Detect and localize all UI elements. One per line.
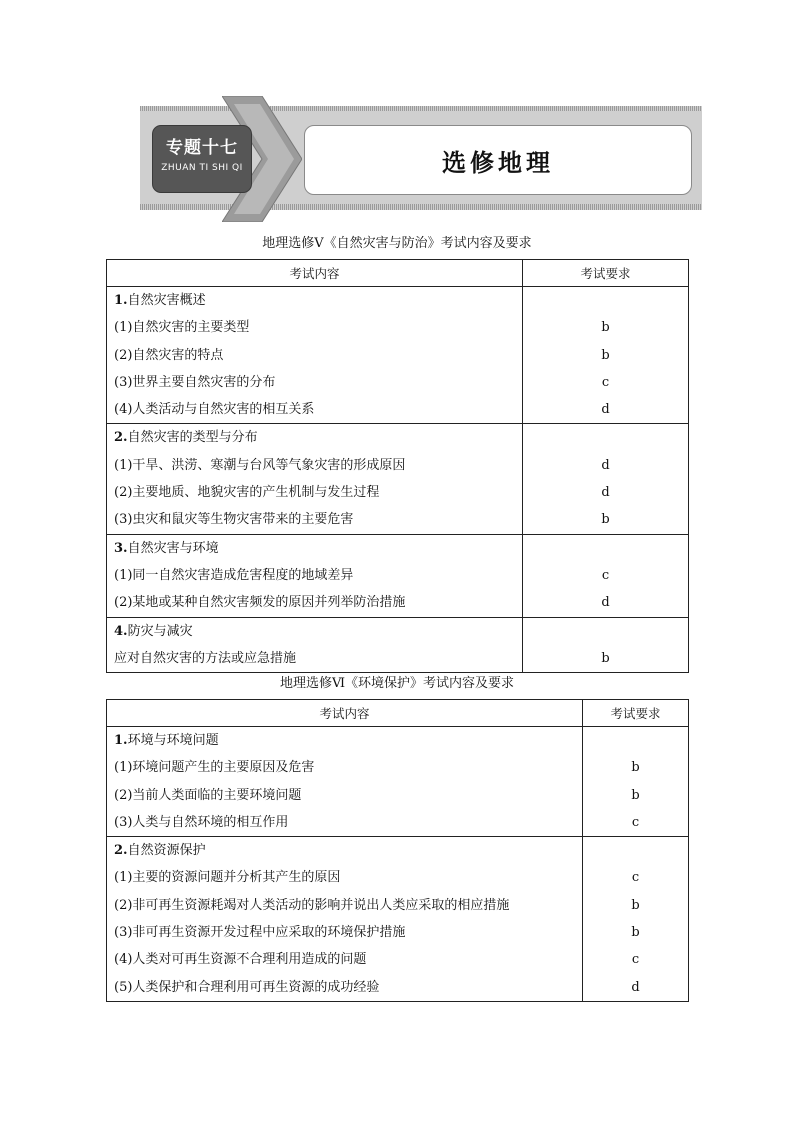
badge-chinese: 专题十七: [166, 138, 238, 158]
list-item: (3)人类与自然环境的相互作用: [114, 814, 289, 830]
list-item: (3)世界主要自然灾害的分布: [114, 374, 276, 390]
requirement-level: b: [631, 897, 640, 913]
list-item: (3)虫灾和鼠灾等生物灾害带来的主要危害: [114, 512, 354, 528]
section-title: 2.自然资源保护: [114, 843, 206, 859]
list-item: (1)自然灾害的主要类型: [114, 320, 250, 336]
list-item: (1)主要的资源问题并分析其产生的原因: [114, 870, 341, 886]
requirement-level: d: [601, 402, 610, 418]
list-item: (4)人类活动与自然灾害的相互关系: [114, 402, 315, 418]
requirement-level: b: [631, 760, 640, 776]
requirement-level: c: [601, 567, 610, 583]
badge-pinyin: ZHUAN TI SHI QI: [161, 163, 243, 173]
table1-header-requirement: 考试要求: [523, 260, 689, 287]
table1: [106, 259, 689, 673]
table1-section-1: [107, 287, 689, 424]
table1-section-3: [107, 534, 689, 617]
requirement-level: b: [631, 787, 640, 803]
list-item: 应对自然灾害的方法或应急措施: [114, 650, 297, 666]
requirement-level: c: [631, 952, 640, 968]
requirement-level: d: [601, 485, 610, 501]
requirement-level: d: [631, 979, 640, 995]
section-title: 2.自然灾害的类型与分布: [114, 430, 258, 446]
list-item: (4)人类对可再生资源不合理利用造成的问题: [114, 952, 367, 968]
table1-caption: 地理选修Ⅴ《自然灾害与防治》考试内容及要求: [262, 236, 532, 251]
chapter-title: 选修地理: [442, 148, 554, 177]
requirement-level: b: [601, 512, 610, 528]
list-item: (2)主要地质、地貌灾害的产生机制与发生过程: [114, 485, 380, 501]
table2-caption: 地理选修Ⅵ《环境保护》考试内容及要求: [279, 676, 515, 691]
requirement-level: c: [601, 374, 610, 390]
list-item: (2)非可再生资源耗竭对人类活动的影响并说出人类应采取的相应措施: [114, 897, 510, 913]
list-item: (1)同一自然灾害造成危害程度的地域差异: [114, 567, 354, 583]
table2-header-row: [107, 700, 689, 727]
table1-section-4: [107, 617, 689, 673]
list-item: (1)环境问题产生的主要原因及危害: [114, 760, 315, 776]
table2: [106, 699, 689, 1002]
requirement-level: b: [601, 347, 610, 363]
requirement-level: c: [631, 814, 640, 830]
chapter-title-box: [304, 125, 692, 195]
requirement-level: b: [631, 925, 640, 941]
list-item: (3)非可再生资源开发过程中应采取的环境保护措施: [114, 925, 406, 941]
section-title: 1.自然灾害概述: [114, 293, 206, 308]
list-item: (2)自然灾害的特点: [114, 347, 224, 363]
table2-header-requirement: 考试要求: [583, 700, 689, 727]
table1-header-row: [107, 260, 689, 287]
table1-section-2: [107, 424, 689, 534]
section-title: 3.自然灾害与环境: [114, 540, 219, 556]
table2-section-1: [107, 727, 689, 837]
section-title: 1.环境与环境问题: [114, 733, 219, 748]
section-title: 4.防灾与减灾: [114, 623, 193, 639]
requirement-level: b: [601, 320, 610, 336]
chapter-badge: [152, 125, 252, 193]
table2-section-2: [107, 837, 689, 1002]
chapter-banner: [140, 96, 702, 222]
requirement-level: c: [631, 870, 640, 886]
requirement-level: d: [601, 457, 610, 473]
list-item: (1)干旱、洪涝、寒潮与台风等气象灾害的形成原因: [114, 457, 406, 473]
table1-header-content: 考试内容: [107, 260, 523, 287]
list-item: (2)当前人类面临的主要环境问题: [114, 787, 302, 803]
list-item: (2)某地或某种自然灾害频发的原因并列举防治措施: [114, 595, 406, 611]
table2-header-content: 考试内容: [107, 700, 583, 727]
list-item: (5)人类保护和合理利用可再生资源的成功经验: [114, 979, 380, 995]
requirement-level: b: [601, 650, 610, 666]
requirement-level: d: [601, 595, 610, 611]
